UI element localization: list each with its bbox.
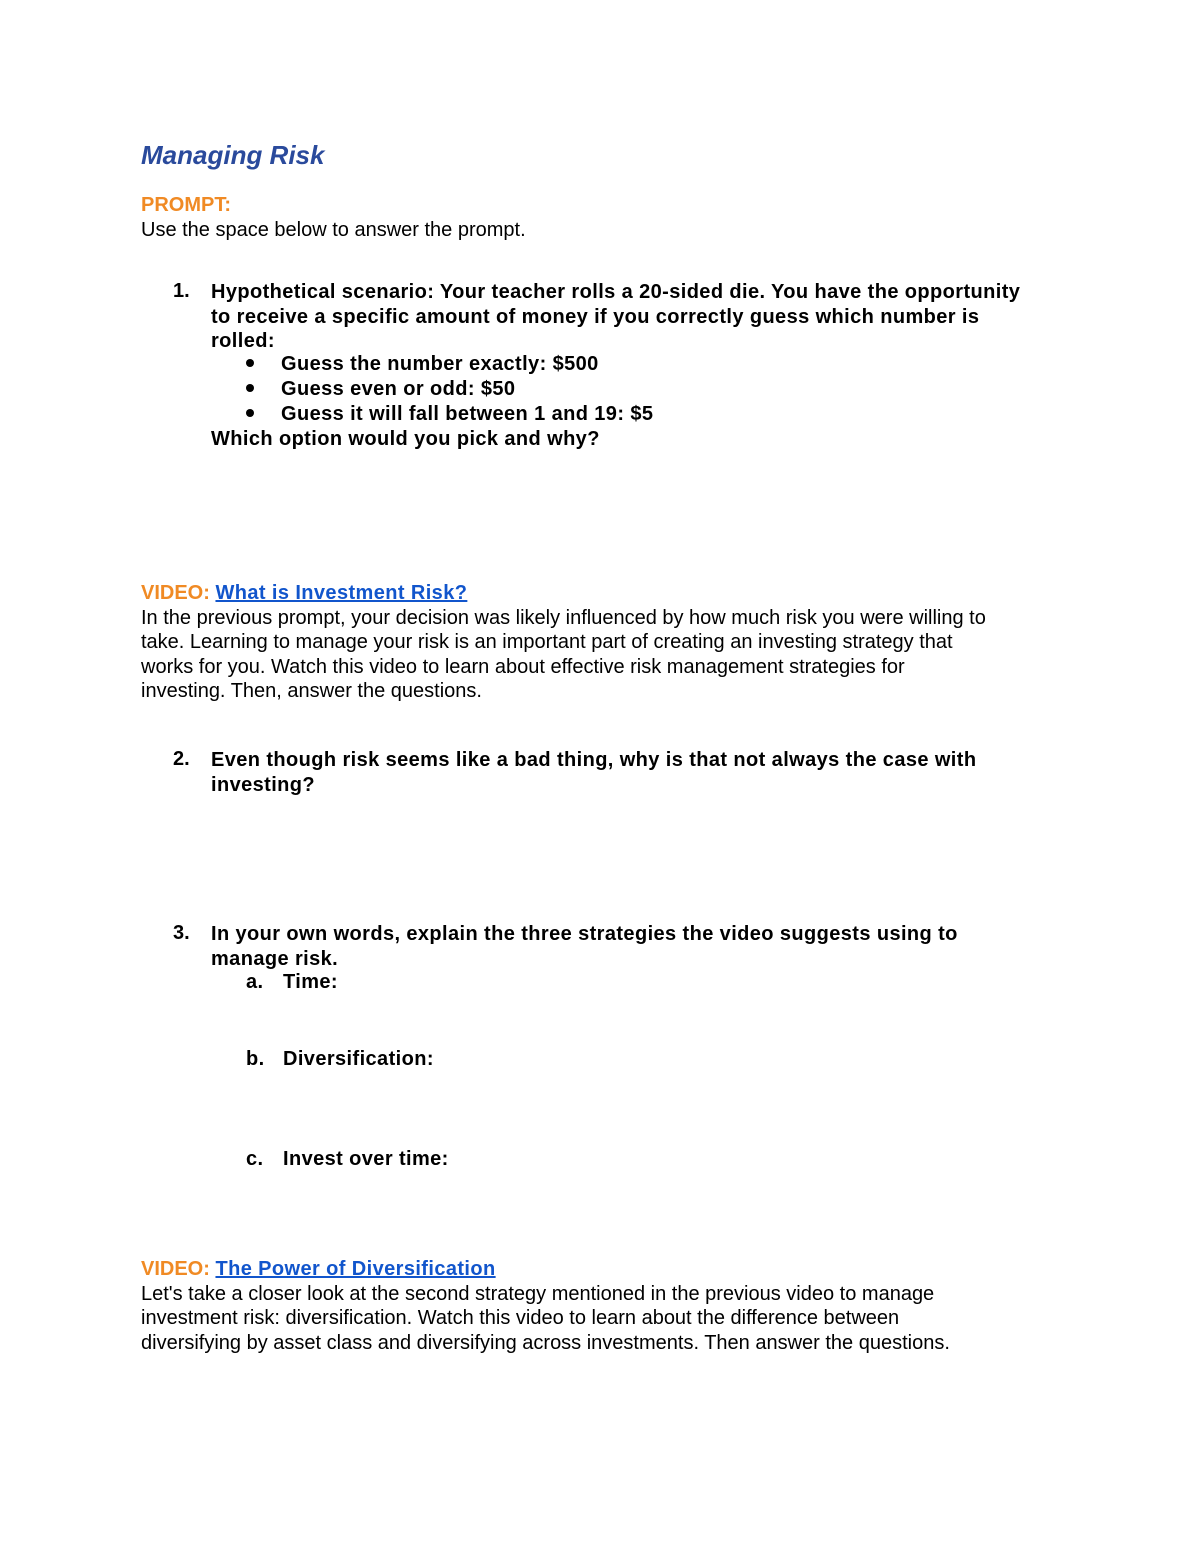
video-1-section xyxy=(141,581,1071,704)
video-2-section xyxy=(141,1257,1071,1355)
sub-item-text: Diversification: xyxy=(283,1048,434,1070)
prompt-section xyxy=(141,193,1071,242)
question-3-line: In your own words, explain the three strategies the video suggests using to xyxy=(211,923,958,945)
page-title: Managing Risk xyxy=(141,140,325,170)
sub-item-text: Invest over time: xyxy=(283,1148,449,1170)
video-2-line: diversifying by asset class and diversifying across investments. Then answer the questions. xyxy=(141,1331,950,1354)
video-1-line: In the previous prompt, your decision was likely influenced by how much risk you were willing to xyxy=(141,606,986,629)
sub-item-letter: b. xyxy=(246,1048,265,1070)
video-2-line: Let's take a closer look at the second strategy mentioned in the previous video to manage xyxy=(141,1282,935,1305)
bullet-icon xyxy=(246,359,254,367)
question-2-text xyxy=(211,748,1071,797)
bullet-text: Guess even or odd: $50 xyxy=(281,378,516,400)
question-1-line: Hypothetical scenario: Your teacher rolls a 20-sided die. You have the opportunity xyxy=(211,281,1021,303)
question-1-line: to receive a specific amount of money if you correctly guess which number is xyxy=(211,305,980,328)
video-1-line: take. Learning to manage your risk is an important part of creating an investing strategy that xyxy=(141,631,953,653)
video-1-label: VIDEO: xyxy=(141,582,210,604)
bullet-icon xyxy=(246,409,254,417)
question-2-line: Even though risk seems like a bad thing, why is that not always the case with xyxy=(211,749,977,771)
question-2-line: investing? xyxy=(211,773,316,796)
video-1-line: investing. Then, answer the questions. xyxy=(141,680,482,702)
bullet-item xyxy=(246,403,653,426)
prompt-label: PROMPT: xyxy=(141,194,231,216)
question-1-line: rolled: xyxy=(211,330,275,352)
question-3-line: manage risk. xyxy=(211,947,339,970)
question-1-ask: Which option would you pick and why? xyxy=(211,428,600,450)
bullet-item xyxy=(246,378,515,401)
sub-item-invest-over-time xyxy=(246,1148,449,1171)
video-1-link[interactable]: What is Investment Risk? xyxy=(215,582,468,604)
sub-item-diversification xyxy=(246,1048,434,1071)
video-1-line: works for you. Watch this video to learn about effective risk management strategies for xyxy=(141,655,905,678)
question-3-text xyxy=(211,922,1071,971)
video-2-link[interactable]: The Power of Diversification xyxy=(215,1258,496,1280)
sub-item-letter: c. xyxy=(246,1148,264,1170)
sub-item-letter: a. xyxy=(246,971,264,993)
prompt-instruction: Use the space below to answer the prompt. xyxy=(141,218,526,241)
bullet-text: Guess the number exactly: $500 xyxy=(281,353,599,375)
video-2-line: investment risk: diversification. Watch this video to learn about the difference between xyxy=(141,1307,900,1329)
bullet-item xyxy=(246,353,599,376)
bullet-text: Guess it will fall between 1 and 19: $5 xyxy=(281,403,654,425)
question-3-number: 3. xyxy=(173,922,190,944)
question-1-number: 1. xyxy=(173,280,190,302)
bullet-icon xyxy=(246,384,254,392)
video-2-label: VIDEO: xyxy=(141,1258,210,1280)
question-1-text xyxy=(211,280,1071,354)
sub-item-text: Time: xyxy=(283,971,338,993)
sub-item-time xyxy=(246,971,338,994)
question-2-number: 2. xyxy=(173,748,190,770)
